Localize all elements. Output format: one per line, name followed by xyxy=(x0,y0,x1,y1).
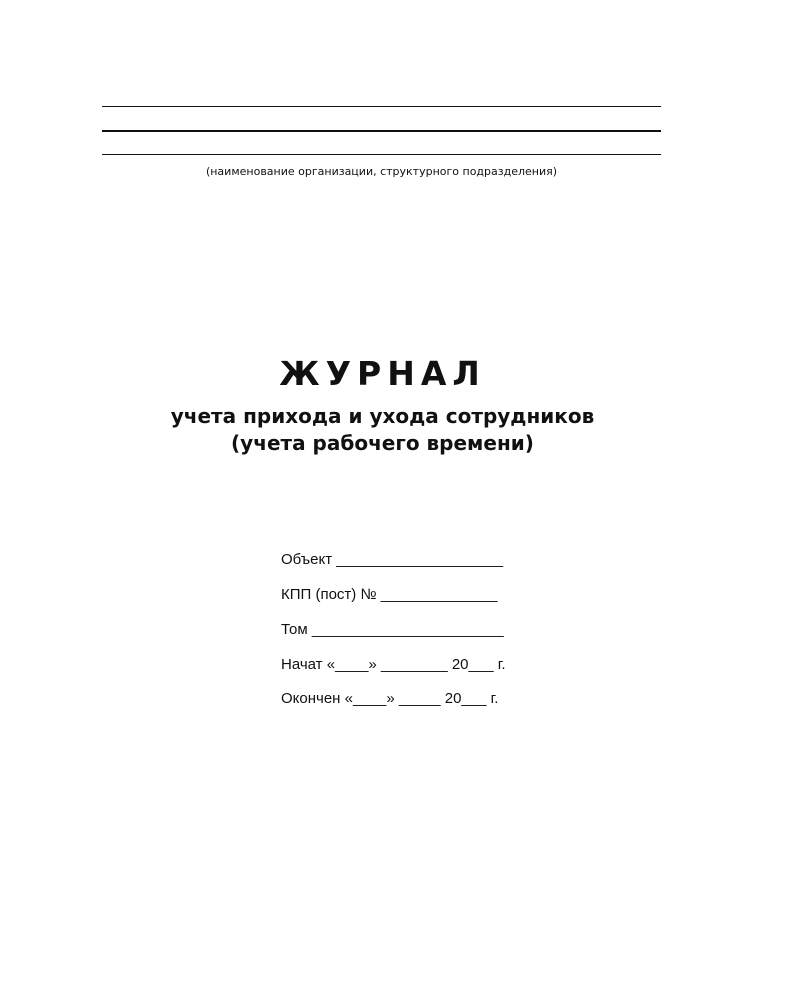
field-finished: Окончен «____» _____ 20___ г. xyxy=(281,690,499,707)
field-started: Начат «____» ________ 20___ г. xyxy=(281,656,506,673)
journal-title: ЖУРНАЛ xyxy=(279,354,486,393)
journal-subtitle-line-1: учета прихода и ухода сотрудников xyxy=(170,404,595,428)
field-object: Объект ____________________ xyxy=(281,551,504,568)
journal-subtitle-line-2: (учета рабочего времени) xyxy=(231,431,534,455)
org-name-line-3 xyxy=(102,154,661,155)
org-name-caption: (наименование организации, структурного подразделения) xyxy=(205,165,558,178)
org-name-line-2 xyxy=(102,130,661,132)
field-volume: Том _______________________ xyxy=(281,621,504,638)
field-checkpoint: КПП (пост) № ______________ xyxy=(281,586,498,603)
org-name-line-1 xyxy=(102,106,661,107)
